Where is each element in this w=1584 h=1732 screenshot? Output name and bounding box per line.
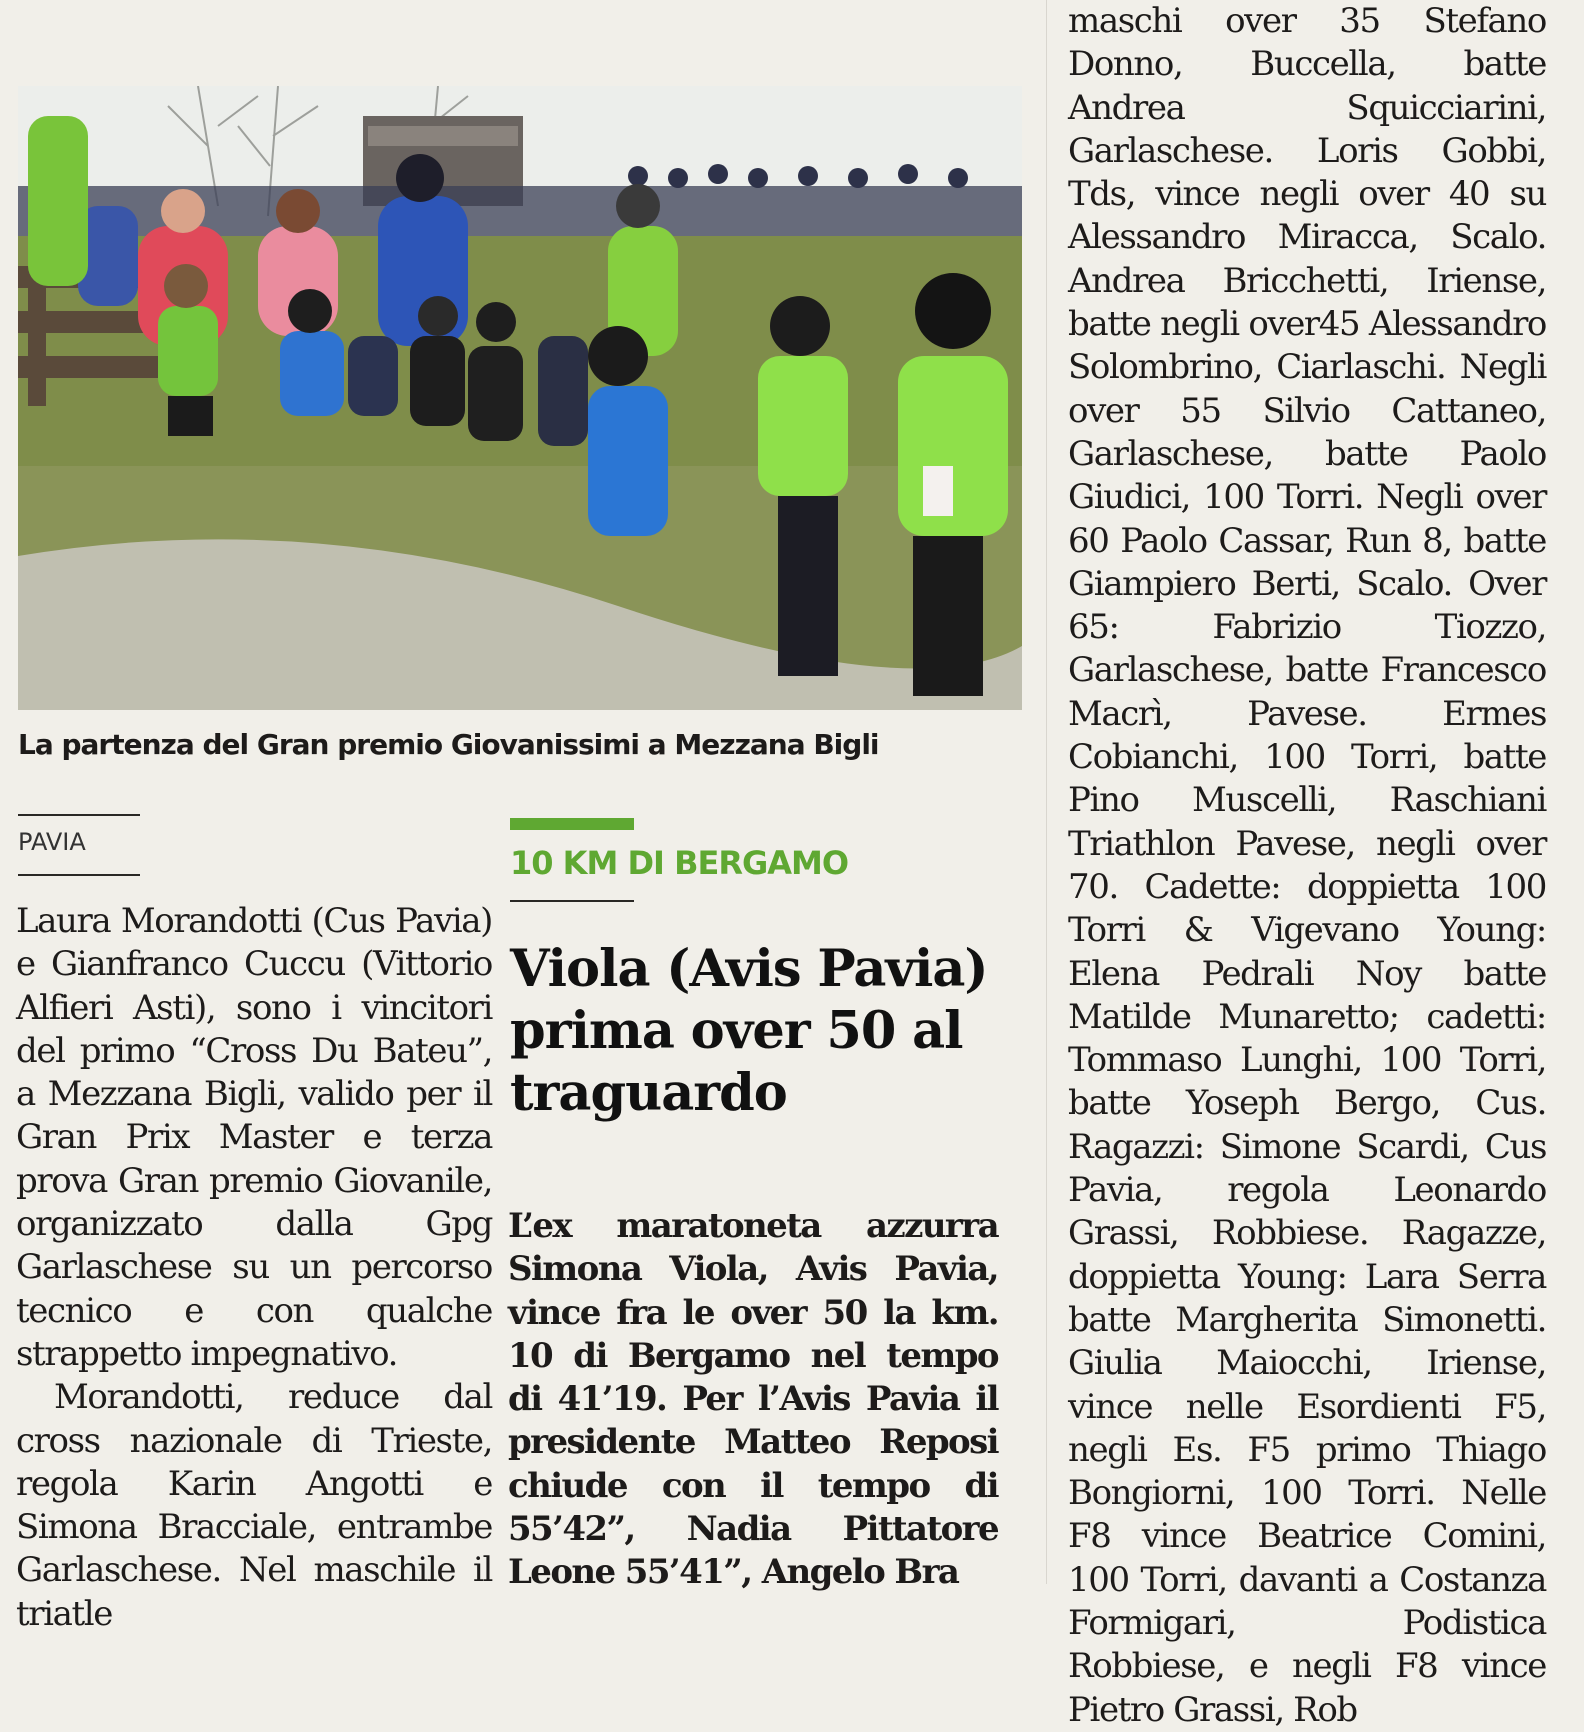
photo-caption: La partenza del Gran premio Giovanissimi a Mezzana Bigli: [18, 728, 879, 761]
kicker-rule-bottom: [18, 874, 140, 876]
kicker-rule-top: [18, 814, 140, 816]
article-body-left: [16, 900, 492, 1636]
kicker-accent-bar: [510, 818, 634, 830]
column-divider: [1046, 0, 1047, 1584]
paragraph: Morandotti, reduce dal cross nazionale di Trieste, regola Karin Angotti e Simona Bracciale, entrambe Garlaschese. Nel maschile il triatle: [16, 1377, 492, 1634]
article-body-right: maschi over 35 Stefano Donno, Buccella, batte Andrea Squicciarini, Garlaschese. Loris Gobbi, Tds, vince negli over 40 su Alessandro Miracca, Scalo. Andrea Bricchetti, Iriense, batte negli over45 Alessandro Solombrino, Ciarlaschi. Negli over 55 Silvio Cattaneo, Garlaschese, batte Paolo Giudici, 100 Torri. Negli over 60 Paolo Cassar, Run 8, batte Giampiero Berti, Scalo. Over 65: Fabrizio Tiozzo, Garlaschese, batte Francesco Macrì, Pavese. Ermes Cobianchi, 100 Torri, batte Pino Muscelli, Raschiani Triathlon Pavese, negli over 70. Cadette: doppietta 100 Torri & Vigevano Young: Elena Pedrali Noy batte Matilde Munaretto; cadetti: Tommaso Lunghi, 100 Torri, batte Yoseph Bergo, Cus. Ragazzi: Simone Scardi, Cus Pavia, regola Leonardo Grassi, Robbiese. Ragazze, doppietta Young: Lara Serra batte Margherita Simonetti. Giulia Maiocchi, Iriense, vince nelle Esordienti F5, negli Es. F5 primo Thiago Bongiorni, 100 Torri. Nelle F8 vince Beatrice Comini, 100 Torri, davanti a Costanza Formigari, Podistica Robbiese, e negli F8 vince Pietro Grassi, Rob: [1068, 1, 1546, 1730]
section-kicker-pavia: PAVIA: [18, 828, 86, 856]
article-headline: Viola (Avis Pavia) prima over 50 al traguardo: [510, 939, 988, 1123]
paragraph: Laura Morandotti (Cus Pavia) e Gianfranco Cuccu (Vittorio Alfieri Asti), sono i vincitori del primo “Cross Du Bateu”, a Mezzana Bigli, valido per il Gran Prix Master e terza prova Gran premio Giovanile, organizzato dalla Gpg Garlaschese su un percorso tecnico e con qualche strappetto impegnativo.: [16, 901, 492, 1374]
children-race-start-photo: [18, 86, 1022, 710]
article-lead-text: L’ex maratoneta azzurra Simona Viola, Avis Pavia, vince fra le over 50 la km. 10 di Bergamo nel tempo di 41’19. Per l’Avis Pavia il presidente Matteo Reposi chiude con il tempo di 55’42”, Nadia Pittatore Leone 55’41”, Angelo Bra: [508, 1206, 998, 1593]
race-start-photo: [18, 86, 1022, 710]
section-kicker-bergamo: 10 KM DI BERGAMO: [510, 844, 849, 882]
kicker-rule-green: [510, 900, 634, 902]
